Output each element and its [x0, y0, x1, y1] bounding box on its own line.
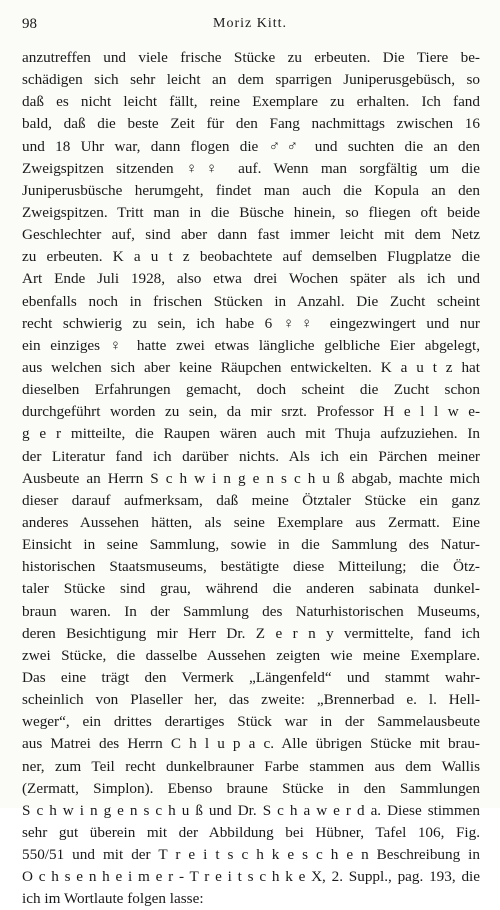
- text-line: deren Besichtigung mir Herr Dr. Z e r n y vermittelte, fand ich: [22, 624, 480, 642]
- text-line: anzutreffen und viele frische Stücke zu erbeuten. Die Tiere be-: [22, 49, 480, 66]
- text-line: Art Ende Juli 1928, also etwa drei Wochen später als ich und: [22, 270, 480, 288]
- text-line: 550/51 und mit der T r e i t s c h k e s c h e n Beschreibung in: [22, 846, 480, 864]
- text-line-last: ich im Wortlaute folgen lasse:: [22, 890, 204, 908]
- text-line: weger“, ein drittes derartiges Stück war in der Sammelausbeute: [22, 713, 480, 731]
- text-line: sehr gut überein mit der Abbildung bei Hübner, Tafel 106, Fig.: [22, 823, 480, 841]
- text-line: Juniperusbüsche herumgeht, findet man auch die Kopula an den: [22, 181, 480, 199]
- text-line: Zweigspitzen. Tritt man in die Büsche hinein, so fliegen oft beide: [22, 203, 480, 221]
- text-line: Geschlechter auf, sind aber dann fast immer leicht mit dem Netz: [22, 226, 480, 244]
- text-line: und 18 Uhr war, dann flogen die ♂♂ und suchten die an den: [22, 137, 480, 155]
- text-line: bald, daß die beste Zeit für den Fang nachmittags zwischen 16: [22, 115, 480, 133]
- text-line: ner, zum Teil recht dunkelbrauner Farbe stammen aus dem Wallis: [22, 757, 480, 775]
- text-line: aus Matrei des Herrn C h l u p a c. Alle übrigen Stücke mit brau-: [22, 735, 480, 753]
- text-line: aus welchen sich aber keine Räupchen entwickelten. K a u t z hat: [22, 358, 480, 376]
- text-line: zu erbeuten. K a u t z beobachtete auf demselben Flugplatze die: [22, 248, 480, 266]
- text-line: taler Stücke sind grau, während die anderen sabinata dunkel-: [22, 580, 480, 598]
- text-line: g e r mitteilte, die Raupen wären auch mit Thuja aufzuziehen. In: [22, 425, 480, 443]
- text-line: historischen Staatsmuseums, bestätigte diese Mitteilung; die Ötz-: [22, 558, 480, 576]
- text-line: recht schwierig zu sein, ich habe 6 ♀♀ eingezwingert und nur: [22, 314, 480, 332]
- text-line: zwei Stücke, die dasselbe Aussehen zeigten wie meine Exemplare.: [22, 646, 480, 664]
- text-line: durchgeführt worden zu sein, da mir srzt. Professor H e l l w e-: [22, 403, 480, 421]
- text-line: Zweigspitzen sitzenden ♀♀ auf. Wenn man sorgfältig um die: [22, 159, 480, 177]
- text-line: S c h w i n g e n s c h u ß und Dr. S c h a w e r d a. Diese stimmen: [22, 801, 480, 819]
- text-line: anderes Aussehen hätten, als seine Exemplare aus Zermatt. Eine: [22, 513, 480, 531]
- page-header: [22, 16, 478, 38]
- running-head: Moriz Kitt.: [213, 16, 287, 31]
- text-line: scheinlich von Plaseller her, das zweite: „Brennerbad e. l. Hell-: [22, 691, 480, 709]
- body-text: [22, 47, 480, 910]
- text-line: braun waren. In der Sammlung des Naturhistorischen Museums,: [22, 602, 480, 620]
- text-line: (Zermatt, Simplon). Ebenso braune Stücke in den Sammlungen: [22, 779, 480, 797]
- text-line: Einsicht in seine Sammlung, sowie in die Sammlung des Natur-: [22, 536, 480, 554]
- text-line: ebenfalls noch in frischen Stücken in Anzahl. Die Zucht scheint: [22, 292, 480, 310]
- text-line: daß es nicht leicht fällt, reine Exemplare zu erhalten. Ich fand: [22, 93, 480, 111]
- text-line: dieser darauf aufmerksam, daß meine Ötztaler Stücke ein ganz: [22, 491, 480, 509]
- text-line: O c h s e n h e i m e r - T r e i t s c h k e X, 2. Suppl., pag. 193, die: [22, 868, 480, 886]
- text-line: schädigen sich sehr leicht an dem sparrigen Juniperusgebüsch, so: [22, 71, 480, 89]
- page-number: 98: [22, 16, 37, 32]
- text-line: dieselben Erfahrungen gemacht, doch scheint die Zucht schon: [22, 381, 480, 399]
- text-line: der Literatur fand ich darüber nichts. Als ich ein Pärchen meiner: [22, 447, 480, 465]
- text-line: Das eine trägt den Vermerk „Längenfeld“ und stammt wahr-: [22, 668, 480, 686]
- text-line: Ausbeute an Herrn S c h w i n g e n s c h u ß abgab, machte mich: [22, 469, 480, 487]
- text-line: ein einziges ♀ hatte zwei etwas längliche gelbliche Eier abgelegt,: [22, 336, 480, 354]
